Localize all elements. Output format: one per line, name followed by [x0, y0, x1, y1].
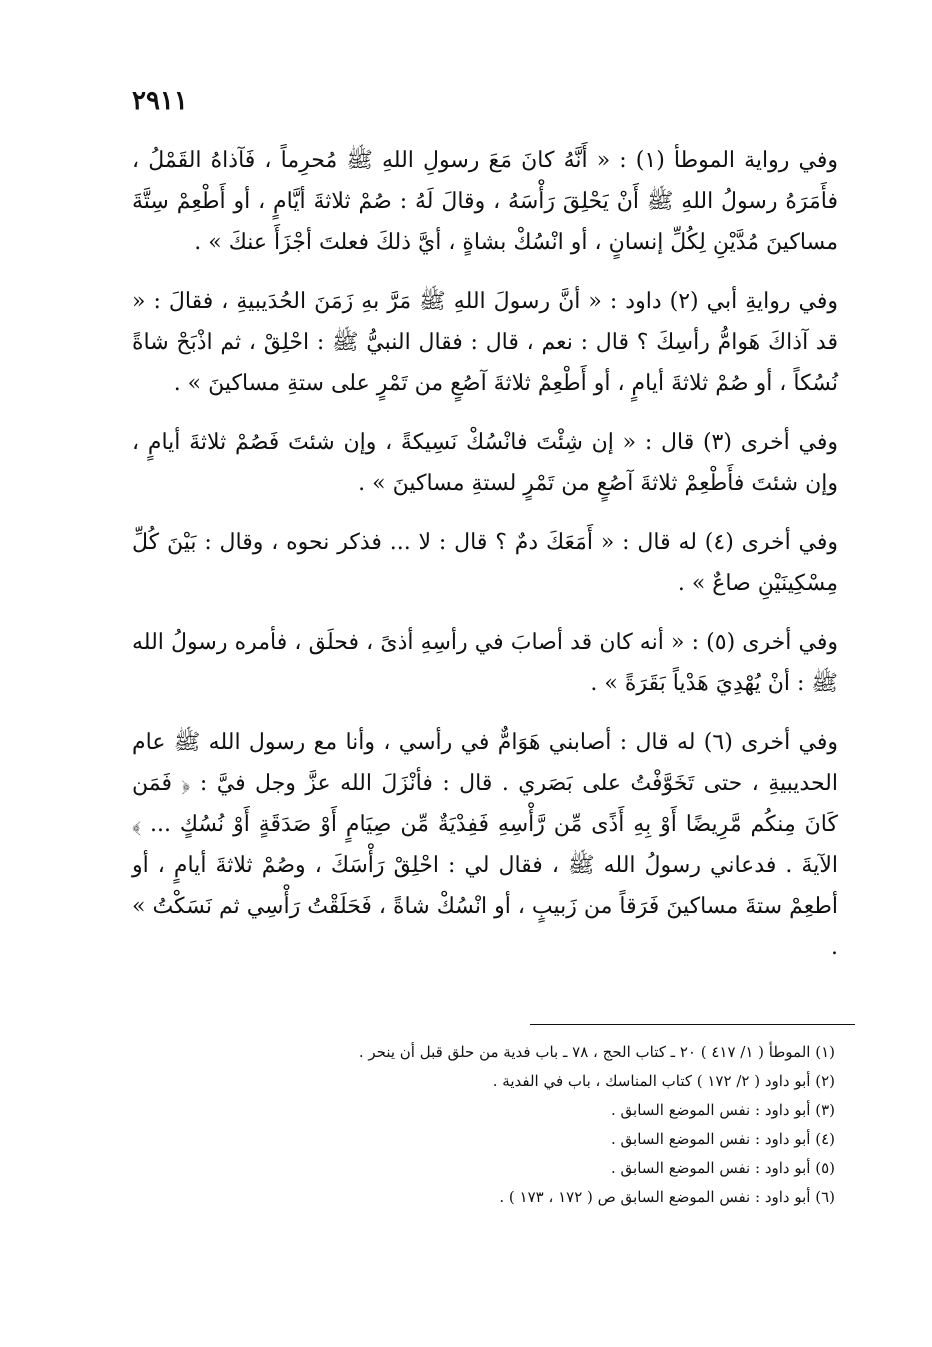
- footnote-divider: [530, 1024, 855, 1025]
- footnote-6: (٦) أبو داود : نفس الموضع السابق ص ( ١٧٢ ، ١٧٣ ) .: [499, 1188, 835, 1206]
- footnote-2: (٢) أبو داود ( ٢/ ١٧٢ ) كتاب المناسك ، باب في الفدية .: [492, 1072, 835, 1090]
- page-number: ٢٩١١: [132, 86, 188, 116]
- paragraph-abu-dawud: وفي روايةِ أبي (٢) داود : « أنَّ رسولَ اللهِ ﷺ مَرَّ بهِ زَمَنَ الحُدَيبيةِ ، فقالَ : « قد آذاكَ هَوامُّ رأسِكَ ؟ قال : نعم ، قال : فقال النبيُّ ﷺ : احْلِقْ ، ثم اذْبَحْ شاةً نُسُكاً ، أو صُمْ ثلاثةَ أيامٍ ، أو أَطْعِمْ ثلاثةَ آصُعٍ من تَمْرٍ على ستةِ مساكينَ » .: [132, 289, 839, 396]
- paragraph-other-4: وفي أخرى (٤) له قال : « أَمَعَكَ دمٌ ؟ قال : لا ... فذكر نحوه ، وقال : بَيْنَ كُلِّ مِسْكِينَيْنِ صاعٌ » .: [132, 530, 838, 596]
- footnote-4: (٤) أبو داود : نفس الموضع السابق .: [611, 1130, 835, 1148]
- paragraph-other-6: وفي أخرى (٦) له قال : أصابني هَوَامٌّ في رأسي ، وأنا مع رسول الله ﷺ عام الحديبيةِ ، حتى تَخَوَّفْتُ على بَصَري . قال : فأنْزَلَ الله عزَّ وجل فيَّ : ﴿ فَمَن كَانَ مِنكُم مَّرِيضًا أَوْ بِهِ أَذًى مِّن رَّأْسِهِ فَفِدْيَةٌ مِّن صِيَامٍ أَوْ صَدَقَةٍ أَوْ نُسُكٍ ... ﴾ الآيةَ . فدعاني رسولُ الله ﷺ ، فقال لي : احْلِقْ رَأْسَكَ ، وصُمْ ثلاثةَ أيامٍ ، أو أطعِمْ ستةَ مساكينَ فَرَقاً من زَبيبٍ ، أو انْسُكْ شاةً ، فَحَلَقْتُ رَأْسِي ثم نَسَكْتُ » .: [132, 730, 838, 960]
- main-text: [132, 140, 838, 986]
- footnote-1: (١) الموطأ ( ١/ ٤١٧ ) ٢٠ ـ كتاب الحج ، ٧٨ ـ باب فدية من حلق قبل أن ينحر .: [358, 1043, 835, 1061]
- paragraph-other-5: وفي أخرى (٥) : « أنه كان قد أصابَ في رأسِهِ أذىً ، فحلَق ، فأمره رسولُ الله ﷺ : أنْ يُهْدِيَ هَدْياً بَقَرَةً » .: [132, 630, 838, 696]
- footnote-5: (٥) أبو داود : نفس الموضع السابق .: [611, 1159, 835, 1177]
- paragraph-muwatta: وفي رواية الموطأ (١) : « أَنَّهُ كانَ مَعَ رسولِ اللهِ ﷺ مُحرِماً ، فَآذاهُ القَمْلُ ، فأَمَرَهُ رسولُ اللهِ ﷺ أَنْ يَحْلِقَ رَأْسَهُ ، وقالَ لَهُ : صُمْ ثلاثةَ أيَّامٍ ، أو أَطْعِمْ سِتَّةَ مساكينَ مُدَّيْنِ لِكُلِّ إنسانٍ ، أو انْسُكْ بشاةٍ ، أيَّ ذلكَ فعلتَ أجْزَأَ عنكَ » .: [132, 148, 838, 255]
- footnotes: [280, 1038, 835, 1212]
- footnote-3: (٣) أبو داود : نفس الموضع السابق .: [611, 1101, 835, 1119]
- paragraph-other-3: وفي أخرى (٣) قال : « إن شِئْتَ فانْسُكْ نَسِيكةً ، وإن شئتَ فَصُمْ ثلاثةَ أيامٍ ، وإن شئتَ فأَطْعِمْ ثلاثةَ آصُعٍ من تَمْرٍ لستةِ مساكينَ » .: [132, 430, 838, 496]
